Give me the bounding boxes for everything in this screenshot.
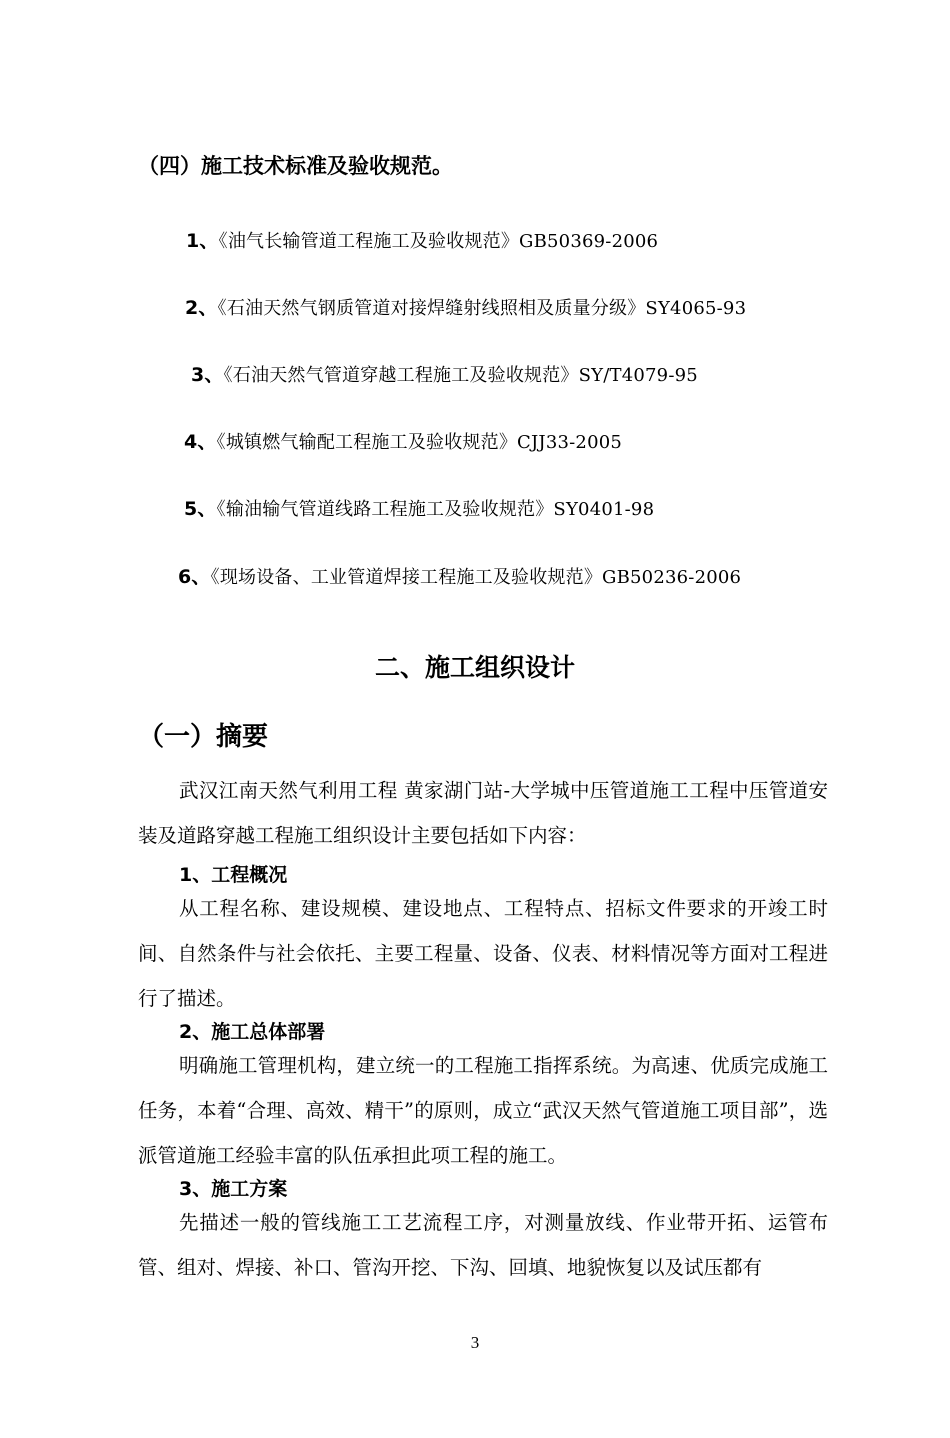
standard-text: 《油气长输管道工程施工及验收规范》GB50369-2006 [218,231,659,252]
page-number: 3 [470,1333,480,1352]
standard-text: 《石油天然气钢质管道对接焊缝射线照相及质量分级》SY4065-93 [217,298,747,319]
standard-number: 2、 [185,297,218,319]
standard-item-4 [184,427,622,454]
summary-heading: （一）摘要 [138,722,269,752]
section-title-standards: （四）施工技术标准及验收规范。 [138,154,453,178]
chapter-title: 二、施工组织设计 [374,653,575,682]
standard-item-5 [184,494,654,521]
intro-paragraph: 武汉江南天然气利用工程 黄家湖门站-大学城中压管道施工工程中压管道安装及道路穿越工程施工组织设计主要包括如下内容： [138,779,828,847]
overview-paragraph: 从工程名称、建设规模、建设地点、工程特点、招标文件要求的开竣工时间、自然条件与社会依托、主要工程量、设备、仪表、材料情况等方面对工程进行了描述。 [138,897,828,1010]
standard-number: 5、 [184,498,217,520]
deployment-paragraph: 明确施工管理机构，建立统一的工程施工指挥系统。为高速、优质完成施工任务，本着“合理、高效、精干”的原则，成立“武汉天然气管道施工项目部”，选派管道施工经验丰富的队伍承担此项工程的施工。 [138,1054,828,1167]
standard-text: 《石油天然气管道穿越工程施工及验收规范》SY/T4079-95 [223,365,698,386]
standard-number: 1、 [186,230,219,252]
standard-text: 《现场设备、工业管道焊接工程施工及验收规范》GB50236-2006 [210,567,742,588]
subsection-title-deployment: 2、施工总体部署 [179,1021,326,1043]
standard-item-3 [191,360,698,387]
standard-number: 4、 [184,431,217,453]
standard-text: 《城镇燃气输配工程施工及验收规范》CJJ33-2005 [216,432,623,453]
standard-number: 6、 [178,566,211,588]
standard-item-1 [186,226,658,253]
standard-number: 3、 [191,364,224,386]
subsection-title-plan: 3、施工方案 [179,1178,288,1200]
plan-paragraph: 先描述一般的管线施工工艺流程工序，对测量放线、作业带开拓、运管布管、组对、焊接、补口、管沟开挖、下沟、回填、地貌恢复以及试压都有 [138,1211,828,1279]
subsection-title-overview: 1、工程概况 [179,864,288,886]
standard-text: 《输油输气管道线路工程施工及验收规范》SY0401-98 [216,499,655,520]
standard-item-2 [185,293,746,320]
standard-item-6 [178,562,741,589]
